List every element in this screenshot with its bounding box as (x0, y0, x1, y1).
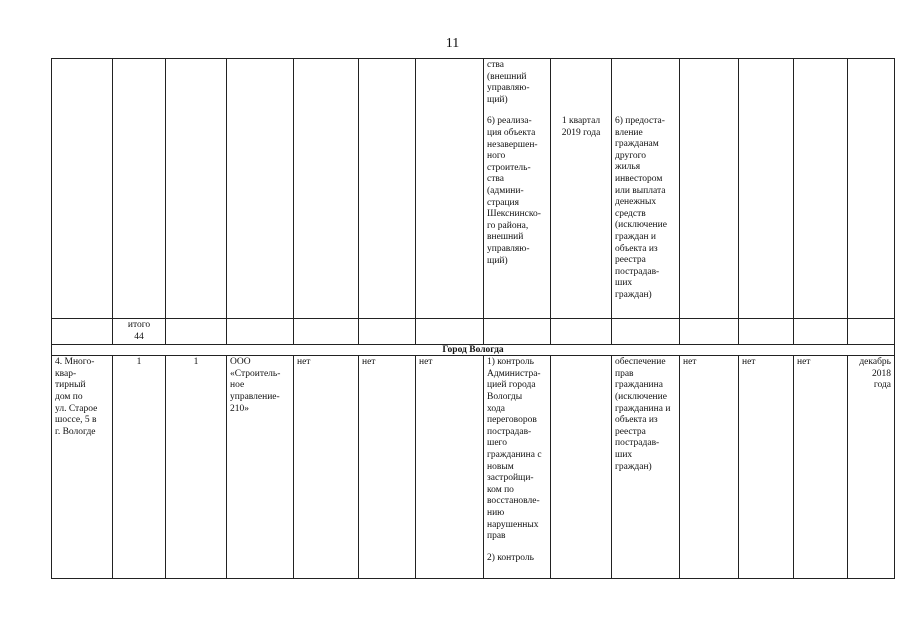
cell (227, 319, 294, 345)
col11-value: нет (680, 356, 739, 579)
col13-value: нет (794, 356, 848, 579)
cell (52, 59, 113, 319)
deadline-text: 1 квартал 2019 года (561, 116, 601, 138)
cell (294, 59, 359, 319)
cell (166, 319, 227, 345)
cell (848, 59, 895, 319)
cell (794, 319, 848, 345)
col5-value: нет (294, 356, 359, 579)
section-header: Город Вологда (52, 345, 895, 356)
page-number: 11 (445, 36, 460, 51)
count-a: 1 (113, 356, 166, 579)
deadline-cell (551, 59, 612, 319)
col12-value: нет (739, 356, 794, 579)
count-b: 1 (166, 356, 227, 579)
object-name: 4. Много- квар- тирный дом по ул. Старое шоссе, 5 в г. Вологде (52, 356, 113, 579)
measures-text: 1) контроль Администра- цией города Вологды хода переговоров пострадав- шего гражданина с новым застройщи- ком по восстановле- нию нарушенных прав (487, 357, 542, 542)
cell (848, 319, 895, 345)
result-cell (612, 59, 680, 319)
table-row-continuation (52, 59, 895, 319)
registry-table (51, 58, 895, 579)
cell (359, 59, 416, 319)
cell (416, 319, 484, 345)
result-text: 6) предоста- вление гражданам другого жилья инвестором или выплата денежных средств (исключение граждан и объекта из реестра пострадав- ших граждан) (615, 116, 667, 300)
cell (227, 59, 294, 319)
cell (52, 319, 113, 345)
measures-text-2: 2) контроль (487, 552, 534, 563)
developer-name: ООО «Строитель- ное управление- 210» (227, 356, 294, 579)
measures-text-top: ства (внешний управляю- щий) (487, 60, 530, 105)
measures-cell (484, 59, 551, 319)
cell (359, 319, 416, 345)
completion-date: декабрь 2018 года (848, 356, 895, 579)
cell (113, 59, 166, 319)
table-row-total (52, 319, 895, 345)
cell (680, 59, 739, 319)
cell (739, 59, 794, 319)
measures-cell (484, 356, 551, 579)
table-row-object-4 (52, 356, 895, 579)
cell (680, 319, 739, 345)
deadline-value (551, 356, 612, 579)
total-label: итого 44 (113, 319, 166, 345)
cell (794, 59, 848, 319)
cell (551, 319, 612, 345)
cell (294, 319, 359, 345)
measures-text-6: 6) реализа- ция объекта незавершен- ного строитель- ства (админи- страция Шекснинско- го района, внешний управляю- щий) (487, 116, 541, 266)
col7-value: нет (416, 356, 484, 579)
col6-value: нет (359, 356, 416, 579)
cell (484, 319, 551, 345)
cell (612, 319, 680, 345)
section-header-row (52, 345, 895, 356)
cell (166, 59, 227, 319)
result-text: обеспечение прав гражданина (исключение гражданина и объекта из реестра пострадав- ших граждан) (612, 356, 680, 579)
cell (739, 319, 794, 345)
cell (416, 59, 484, 319)
